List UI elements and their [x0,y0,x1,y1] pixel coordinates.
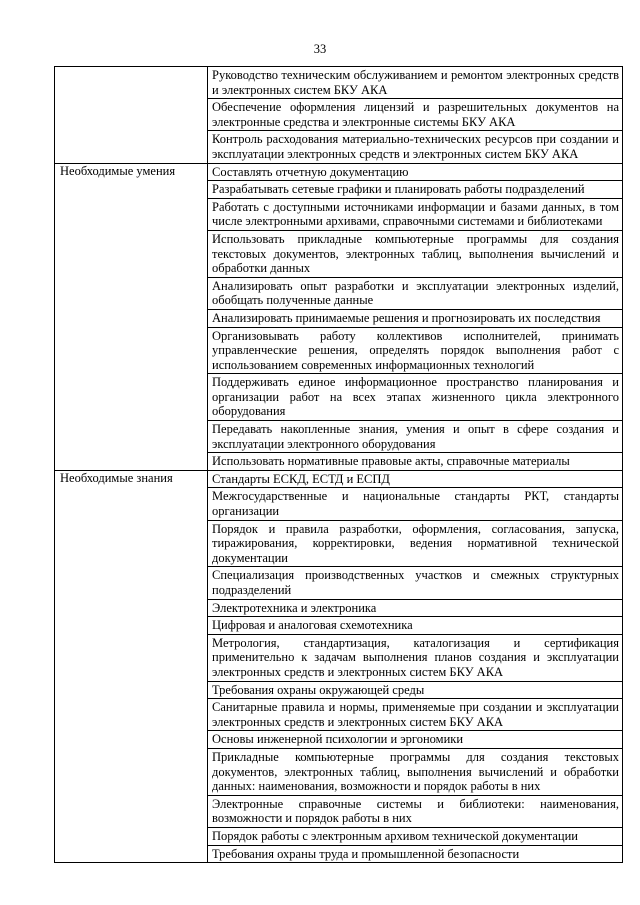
list-item: Обеспечение оформления лицензий и разрешительных документов на электронные средства и электронные системы БКУ АКА [208,98,622,130]
list-item: Руководство техническим обслуживанием и ремонтом электронных средств и электронных систем БКУ АКА [212,68,619,97]
list-item: Санитарные правила и нормы, применяемые при создании и эксплуатации электронных средств и электронных систем БКУ АКА [208,698,622,730]
list-item: Использовать нормативные правовые акты, справочные материалы [208,452,622,470]
list-item: Работать с доступными источниками информации и базами данных, в том числе электронными архивами, справочными системами и библиотеками [208,198,622,230]
list-item: Требования охраны окружающей среды [208,681,622,699]
list-item: Цифровая и аналоговая схемотехника [208,616,622,634]
list-item: Стандарты ЕСКД, ЕСТД и ЕСПД [212,471,390,486]
list-item: Анализировать опыт разработки и эксплуатации электронных изделий, обобщать полученные данные [208,277,622,309]
list-item: Контроль расходования материально-технических ресурсов при создании и эксплуатации электронных средств и электронных систем БКУ АКА [208,130,622,162]
list-item: Прикладные компьютерные программы для создания текстовых документов, электронных таблиц, выполнения вычислений и обработки данных: наименования, возможности и порядок работы в них [208,748,622,795]
section-label [55,67,208,164]
list-item: Электротехника и электроника [208,599,622,617]
section-label: Необходимые умения [55,163,208,470]
page-number: 33 [313,42,327,56]
list-item: Межгосударственные и национальные стандарты РКТ, стандарты организации [208,487,622,519]
list-item: Организовывать работу коллективов исполнителей, принимать управленческие решения, определять порядок выполнения работ с использованием современных информационных технологий [208,327,622,374]
list-item: Составлять отчетную документацию [212,164,409,179]
section-label: Необходимые знания [55,470,208,862]
list-item: Разрабатывать сетевые графики и планировать работы подразделений [208,180,622,198]
list-item: Анализировать принимаемые решения и прогнозировать их последствия [208,309,622,327]
list-item: Метрология, стандартизация, каталогизация и сертификация применительно к задачам выполнения планов создания и эксплуатации электронных средств и электронных систем БКУ АКА [208,634,622,681]
section-items [208,163,623,470]
section-row [55,470,623,862]
list-item: Электронные справочные системы и библиотеки: наименования, возможности и порядок работы в них [208,795,622,827]
section-items [208,470,623,862]
list-item: Специализация производственных участков и смежных структурных подразделений [208,566,622,598]
section-row [55,163,623,470]
section-row [55,67,623,164]
list-item: Требования охраны труда и промышленной безопасности [208,845,622,863]
list-item: Порядок работы с электронным архивом технической документации [208,827,622,845]
section-items [208,67,623,164]
list-item: Передавать накопленные знания, умения и опыт в сфере создания и эксплуатации электронного оборудования [208,420,622,452]
list-item: Поддерживать единое информационное пространство планирования и организации работ на всех этапах жизненного цикла электронного оборудования [208,373,622,420]
list-item: Порядок и правила разработки, оформления, согласования, запуска, тиражирования, корректировки, ведения нормативной технической документации [208,520,622,567]
list-item: Использовать прикладные компьютерные программы для создания текстовых документов, электронных таблиц, выполнения вычислений и обработки данных [208,230,622,277]
list-item: Основы инженерной психологии и эргономики [208,730,622,748]
competency-table [54,66,623,863]
